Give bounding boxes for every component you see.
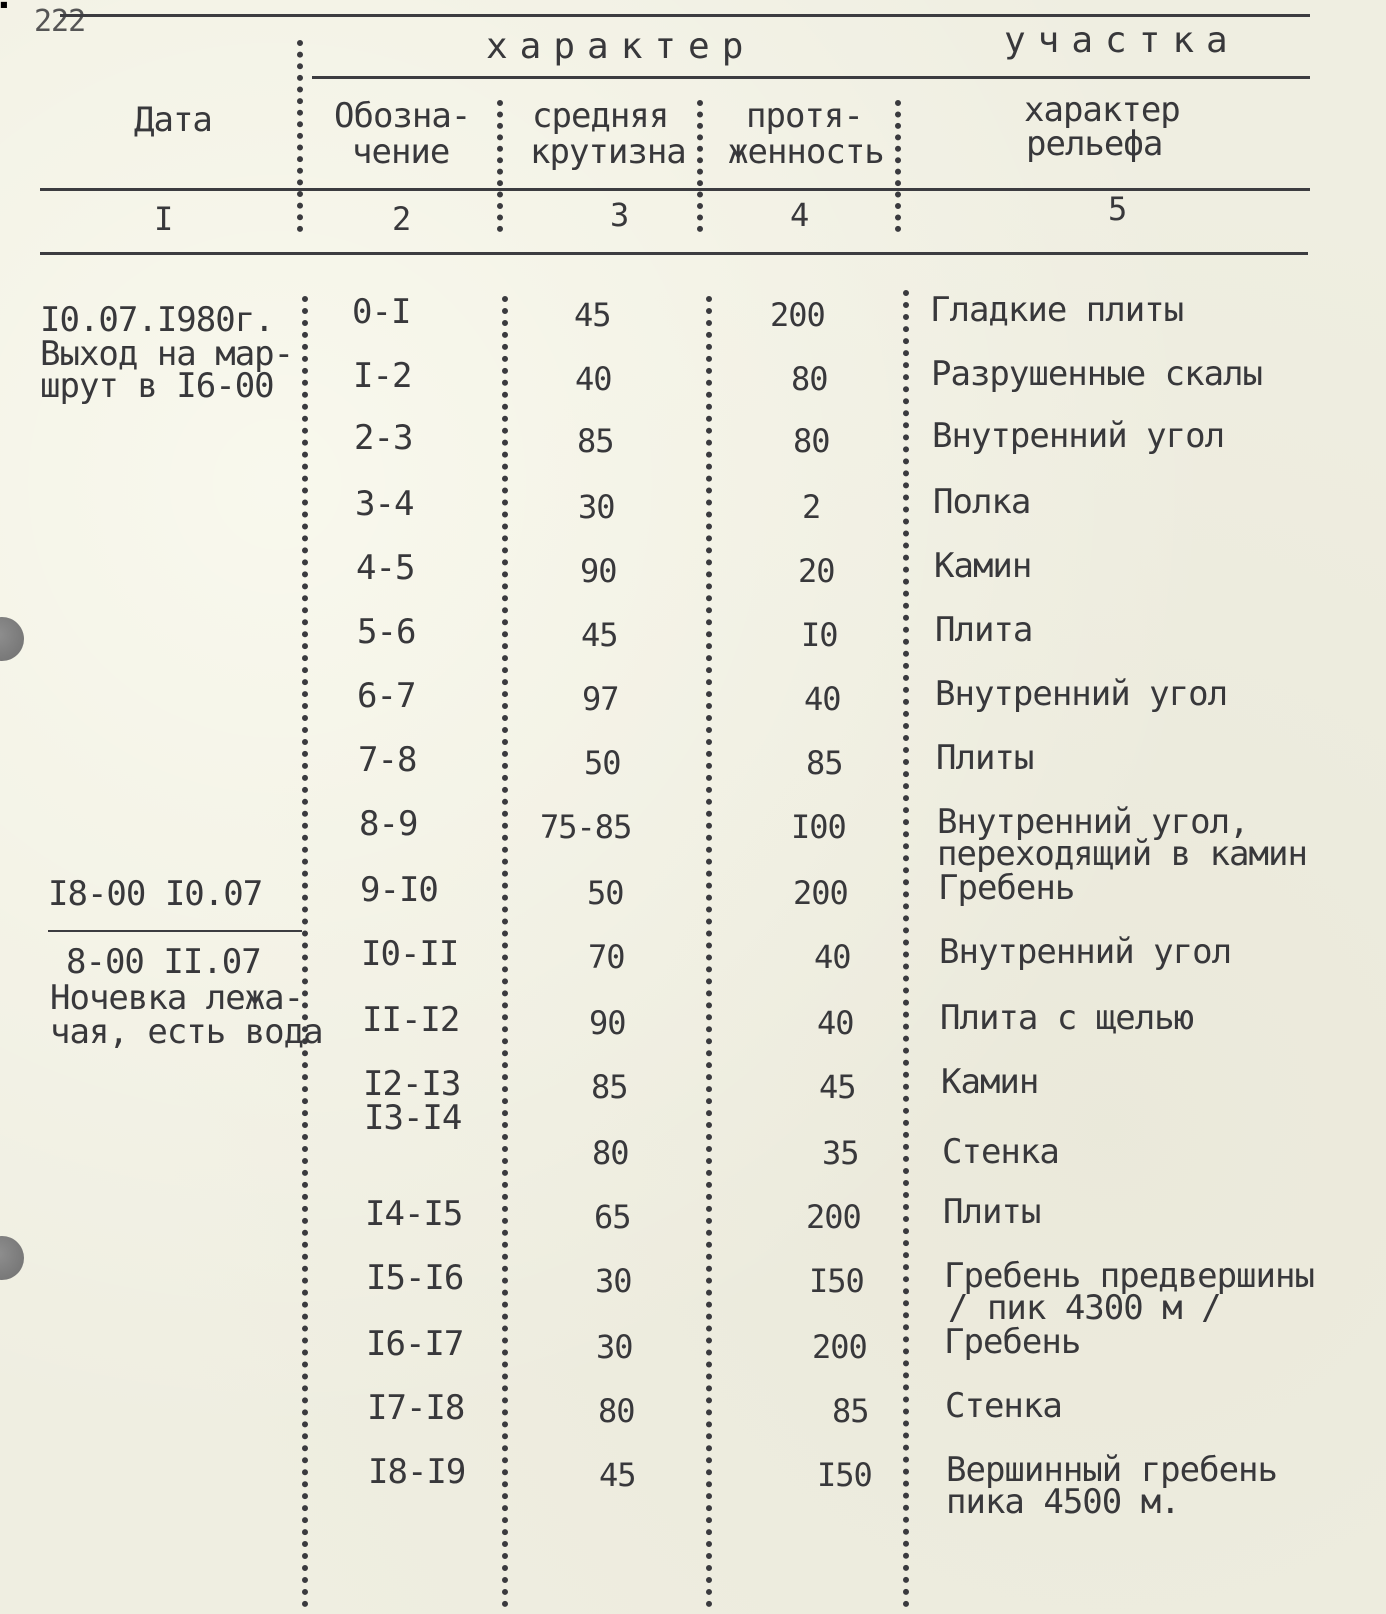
row-3-code: 3-4 — [355, 484, 414, 524]
row-7-steepness: 50 — [584, 744, 621, 782]
row-7-length: 85 — [806, 744, 843, 782]
header-separator-1 — [297, 40, 303, 232]
header-length-line1: протя- — [746, 96, 863, 136]
row-18-code: I8-I9 — [368, 1452, 466, 1492]
column-separator-4 — [903, 290, 909, 1608]
top-rule — [60, 14, 1310, 17]
row-10-length: 40 — [814, 938, 851, 976]
row-13-length: 35 — [822, 1134, 859, 1172]
row-11-length: 40 — [817, 1004, 854, 1042]
header-separator-3 — [697, 100, 703, 232]
row-12-code: I2-I3 — [363, 1064, 461, 1104]
binder-hole-top — [0, 617, 24, 661]
row-10-relief: Внутренний угол — [939, 932, 1232, 972]
column-separator-3 — [706, 296, 712, 1608]
header-steepness-line2: крутизна — [530, 132, 686, 172]
row-10-steepness: 70 — [588, 938, 625, 976]
row-12-length: 45 — [819, 1068, 856, 1106]
row-5-code: 5-6 — [357, 612, 416, 652]
date-note-start-line3: шрут в I6-00 — [40, 366, 274, 406]
row-9-code: 9-I0 — [360, 870, 438, 910]
row-15-relief: Гребень предвершины — [944, 1256, 1314, 1296]
date-note-day2: 8-00 II.07 — [66, 942, 261, 982]
header-steepness-line1: средняя — [532, 96, 669, 136]
column-number-5: 5 — [1108, 190, 1127, 228]
row-17-length: 85 — [832, 1392, 869, 1430]
row-6-steepness: 97 — [582, 680, 619, 718]
row-4-length: 20 — [798, 552, 835, 590]
date-note-start-date: I0.07.I980г. — [40, 300, 274, 340]
column-number-rule — [40, 252, 1308, 255]
row-0-relief: Гладкие плиты — [930, 290, 1184, 330]
row-2-length: 80 — [793, 422, 830, 460]
row-15-relief-line2: / пик 4300 м / — [948, 1288, 1221, 1328]
row-16-relief: Гребень — [944, 1322, 1081, 1362]
row-18-relief-line2: пика 4500 м. — [946, 1482, 1180, 1522]
row-2-code: 2-3 — [354, 418, 413, 458]
row-12-relief: Камин — [941, 1062, 1039, 1102]
date-note-bivouac-line2: чая, есть вода — [50, 1012, 323, 1052]
row-8-relief: Внутренний угол, — [937, 802, 1249, 842]
row-2-steepness: 85 — [577, 422, 614, 460]
row-3-relief: Полка — [933, 482, 1031, 522]
row-14-steepness: 65 — [594, 1198, 631, 1236]
row-1-code: I-2 — [353, 356, 412, 396]
header-relief-line2: рельефа — [1026, 124, 1163, 164]
row-4-relief: Камин — [934, 546, 1032, 586]
header-date: Дата — [134, 100, 212, 140]
row-13-steepness: 80 — [592, 1134, 629, 1172]
column-separator-2 — [502, 296, 508, 1608]
row-9-relief: Гребень — [938, 868, 1075, 908]
row-12-steepness: 85 — [591, 1068, 628, 1106]
row-17-relief: Стенка — [945, 1386, 1062, 1426]
row-8-length: I00 — [791, 808, 846, 846]
column-separator-1 — [302, 296, 308, 1608]
page-number: 222 — [34, 4, 86, 39]
header-separator-4 — [895, 100, 901, 232]
row-0-length: 200 — [770, 296, 825, 334]
row-7-code: 7-8 — [358, 740, 417, 780]
row-14-length: 200 — [806, 1198, 861, 1236]
row-6-relief: Внутренний угол — [935, 674, 1228, 714]
group-title-right: участка — [1004, 20, 1240, 61]
row-8-code: 8-9 — [359, 804, 418, 844]
row-6-length: 40 — [804, 680, 841, 718]
row-5-length: I0 — [801, 616, 838, 654]
header-length-line2: женность — [728, 132, 884, 172]
row-2-relief: Внутренний угол — [932, 416, 1225, 456]
row-13-code: I3-I4 — [364, 1098, 462, 1138]
row-1-relief: Разрушенные скалы — [931, 354, 1262, 394]
corner-mark: ■ — [0, 0, 8, 9]
row-7-relief: Плиты — [936, 738, 1034, 778]
row-0-steepness: 45 — [574, 296, 611, 334]
date-note-bivouac-line1: Ночевка лежа- — [50, 978, 304, 1018]
group-header-rule — [312, 76, 1310, 79]
column-number-2: 2 — [392, 200, 411, 238]
row-15-steepness: 30 — [595, 1262, 632, 1300]
row-16-length: 200 — [812, 1328, 867, 1366]
header-designation-line2: чение — [352, 132, 450, 172]
row-13-relief: Стенка — [942, 1132, 1059, 1172]
row-14-code: I4-I5 — [365, 1194, 463, 1234]
binder-hole-bottom — [0, 1236, 24, 1280]
row-8-relief-line2: переходящий в камин — [937, 834, 1307, 874]
header-separator-2 — [497, 100, 503, 232]
row-4-steepness: 90 — [580, 552, 617, 590]
date-separator-rule — [48, 930, 302, 932]
row-16-steepness: 30 — [596, 1328, 633, 1366]
row-3-length: 2 — [802, 488, 821, 526]
row-18-length: I50 — [817, 1456, 872, 1494]
row-8-steepness: 75-85 — [540, 808, 632, 846]
row-5-relief: Плита — [935, 610, 1033, 650]
header-relief-line1: характер — [1024, 90, 1180, 130]
header-designation-line1: Обозна- — [334, 96, 471, 136]
column-number-4: 4 — [790, 196, 809, 234]
column-number-1: I — [154, 200, 173, 238]
column-number-3: 3 — [610, 196, 629, 234]
row-1-steepness: 40 — [575, 360, 612, 398]
row-11-steepness: 90 — [589, 1004, 626, 1042]
row-15-code: I5-I6 — [366, 1258, 464, 1298]
row-4-code: 4-5 — [356, 548, 415, 588]
date-note-start-line2: Выход на мар- — [40, 334, 294, 374]
row-9-length: 200 — [793, 874, 848, 912]
row-11-code: II-I2 — [362, 1000, 460, 1040]
row-15-length: I50 — [809, 1262, 864, 1300]
row-3-steepness: 30 — [578, 488, 615, 526]
row-1-length: 80 — [791, 360, 828, 398]
row-6-code: 6-7 — [357, 676, 416, 716]
row-18-relief: Вершинный гребень — [946, 1450, 1277, 1490]
row-9-steepness: 50 — [587, 874, 624, 912]
row-17-steepness: 80 — [598, 1392, 635, 1430]
row-18-steepness: 45 — [599, 1456, 636, 1494]
row-14-relief: Плиты — [943, 1192, 1041, 1232]
row-17-code: I7-I8 — [367, 1388, 465, 1428]
row-10-code: I0-II — [361, 934, 459, 974]
row-16-code: I6-I7 — [366, 1324, 464, 1364]
row-0-code: 0-I — [352, 292, 411, 332]
date-note-end-day1: I8-00 I0.07 — [48, 874, 263, 914]
row-11-relief: Плита с щелью — [940, 998, 1194, 1038]
row-5-steepness: 45 — [581, 616, 618, 654]
group-title-left: характер — [486, 26, 756, 67]
